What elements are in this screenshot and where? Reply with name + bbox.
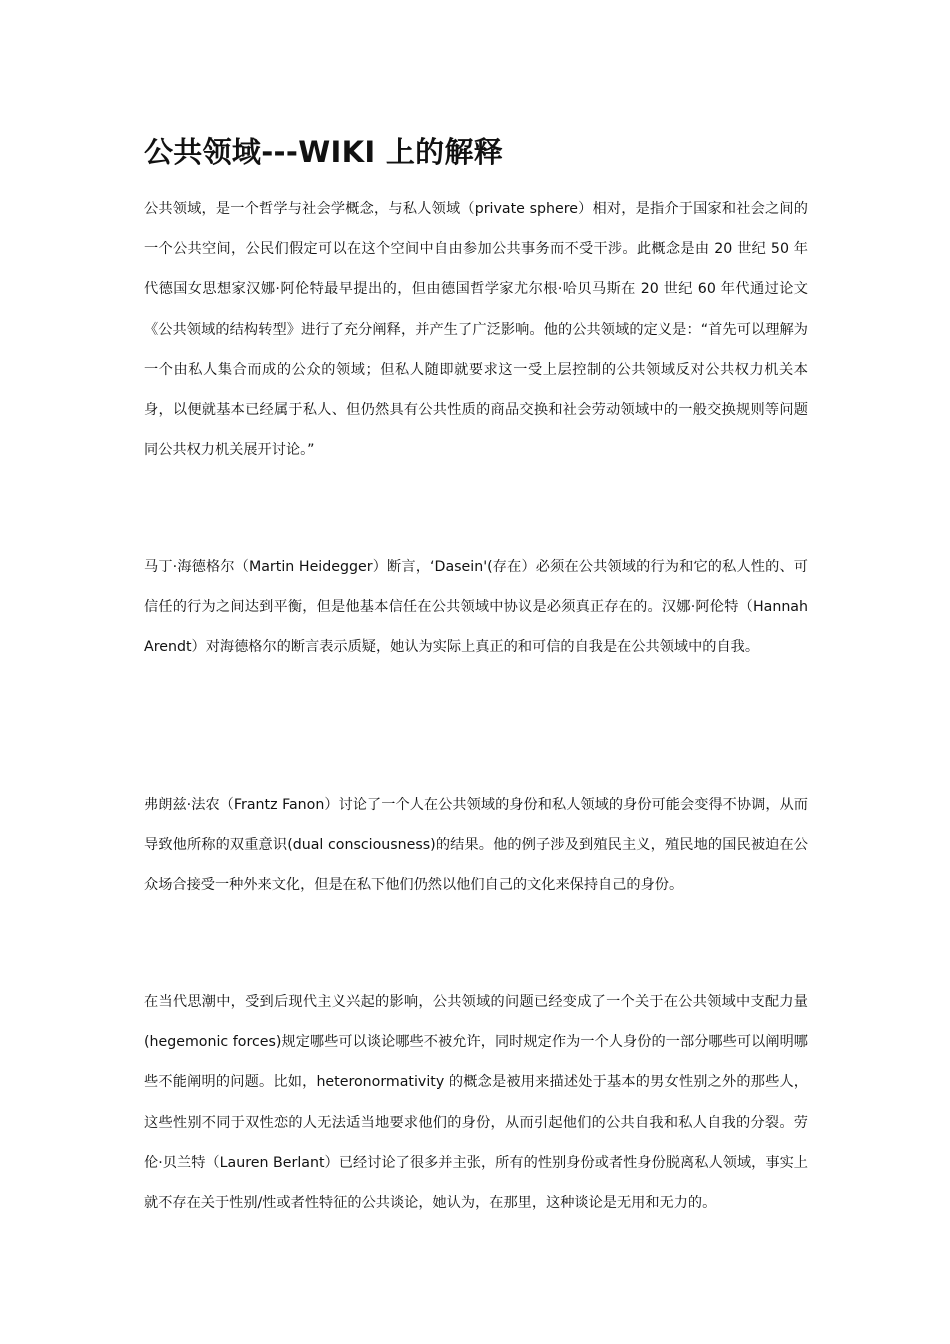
- document-title: 公共领域---WIKI 上的解释: [144, 135, 504, 169]
- paragraph-public-sphere-definition: 公共领域，是一个哲学与社会学概念，与私人领域（private sphere）相对，是指介于国家和社会之间的一个公共空间，公民们假定可以在这个空间中自由参加公共事务而不受干涉。此概念是由 20 世纪 50 年代德国女思想家汉娜·阿伦特最早提出的，但由德国哲学家尤尔根·哈贝马斯在 20 世纪 60 年代通过论文《公共领域的结构转型》进行了充分阐释，并产生了广泛影响。他的公共领域的定义是：“首先可以理解为一个由私人集合而成的公众的领域；但私人随即就要求这一受上层控制的公共领域反对公共权力机关本身，以便就基本已经属于私人、但仍然具有公共性质的商品交换和社会劳动领域中的一般交换规则等问题同公共权力机关展开讨论。”: [144, 201, 808, 459]
- paragraph-heidegger-arendt: 马丁·海德格尔（Martin Heidegger）断言，‘Dasein'(存在）必须在公共领域的行为和它的私人性的、可信任的行为之间达到平衡，但是他基本信任在公共领域中协议是必须真正存在的。汉娜·阿伦特（Hannah Arendt）对海德格尔的断言表示质疑，她认为实际上真正的和可信的自我是在公共领域中的自我。: [144, 559, 808, 656]
- paragraph-contemporary-thought: 在当代思潮中，受到后现代主义兴起的影响，公共领域的问题已经变成了一个关于在公共领域中支配力量(hegemonic forces)规定哪些可以谈论哪些不被允许，同时规定作为一个人身份的一部分哪些可以阐明哪些不能阐明的问题。比如，heteronormativity 的概念是被用来描述处于基本的男女性别之外的那些人，这些性别不同于双性恋的人无法适当地要求他们的身份，从而引起他们的公共自我和私人自我的分裂。劳伦·贝兰特（Lauren Berlant）已经讨论了很多并主张，所有的性别身份或者性身份脱离私人领域，事实上就不存在关于性别/性或者性特征的公共谈论，她认为，在那里，这种谈论是无用和无力的。: [144, 994, 808, 1212]
- paragraph-fanon: 弗朗兹·法农（Frantz Fanon）讨论了一个人在公共领域的身份和私人领域的身份可能会变得不协调，从而导致他所称的双重意识(dual consciousness)的结果。他的例子涉及到殖民主义，殖民地的国民被迫在公众场合接受一种外来文化，但是在私下他们仍然以他们自己的文化来保持自己的身份。: [144, 797, 808, 894]
